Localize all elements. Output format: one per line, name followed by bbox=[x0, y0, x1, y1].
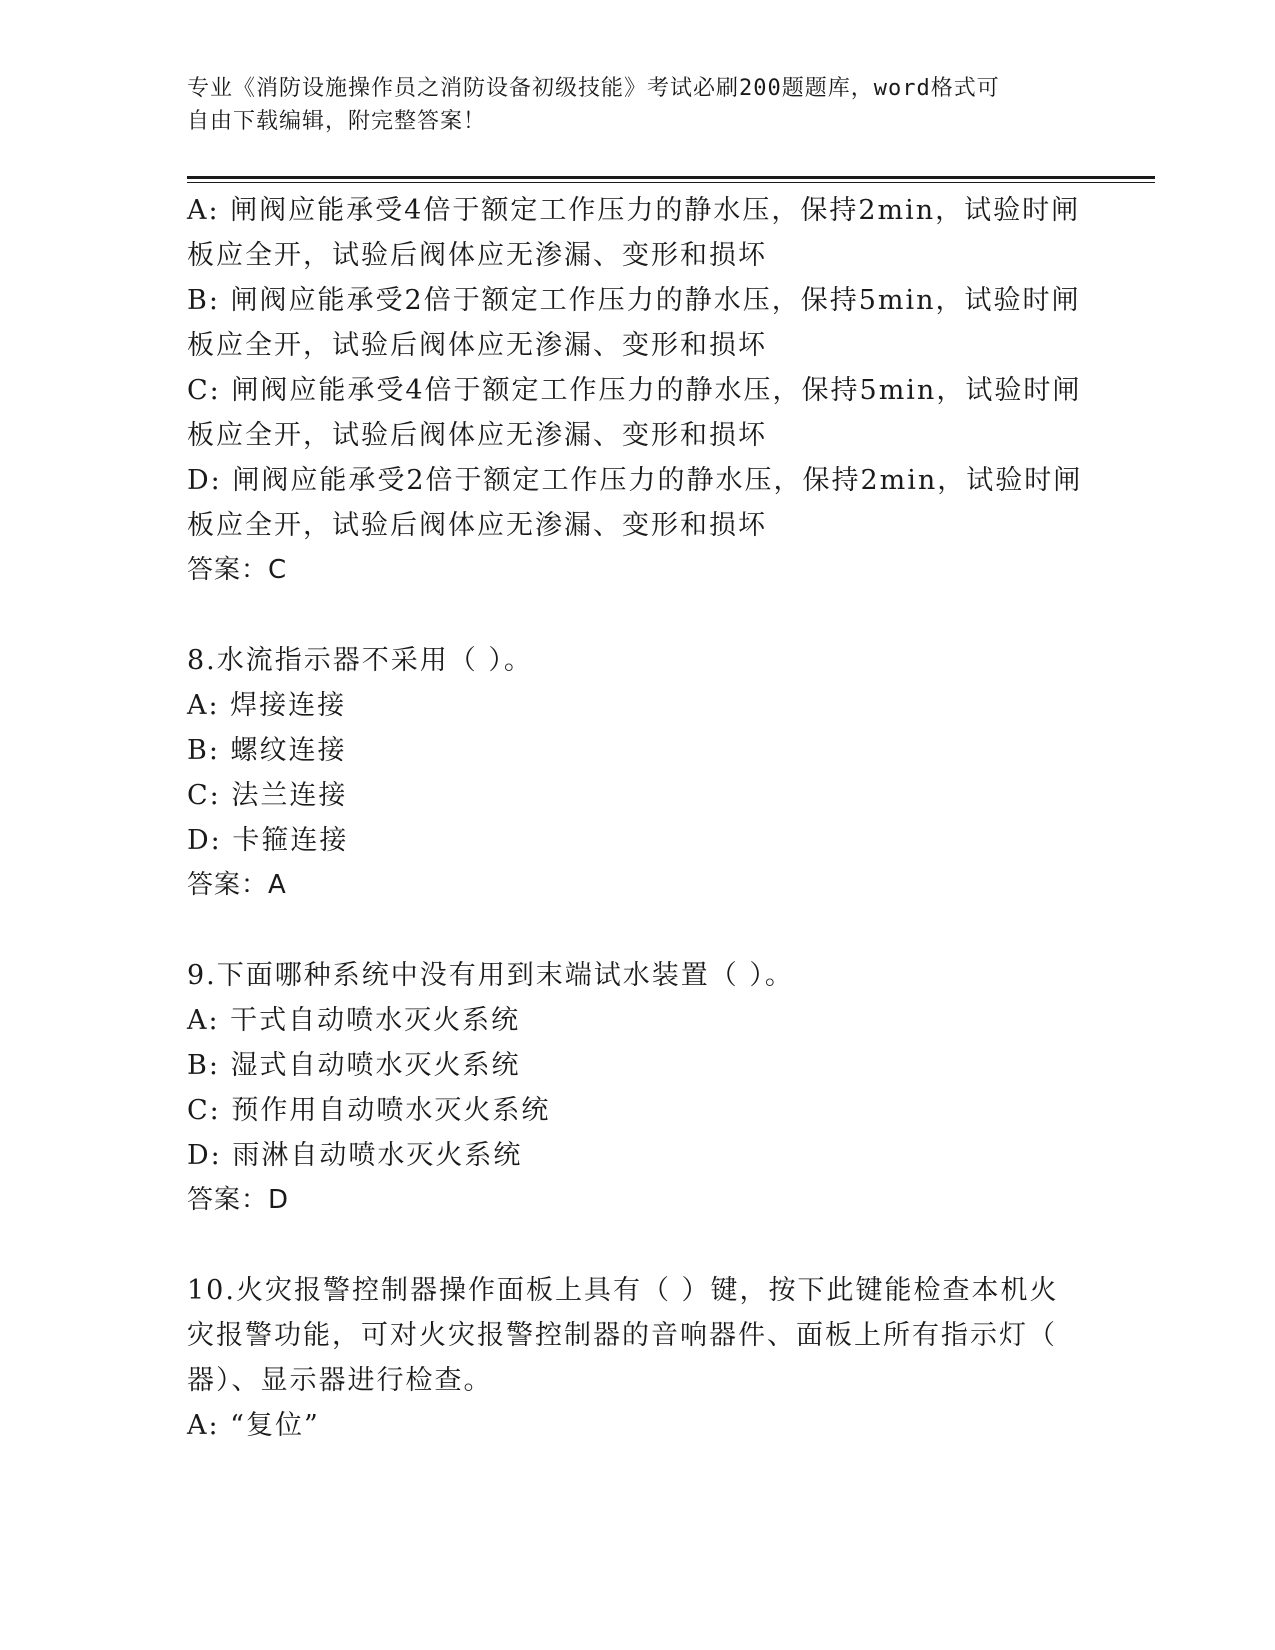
q8-option-a: A: 焊接连接 bbox=[187, 690, 347, 721]
q9-option-a: A: 干式自动喷水灭火系统 bbox=[187, 1005, 521, 1036]
header-divider-thin bbox=[187, 182, 1155, 183]
q7-option-c-line-1: C: 闸阀应能承受4倍于额定工作压力的静水压，保持5min，试验时闸 bbox=[187, 375, 1082, 406]
q7-option-b-line-1: B: 闸阀应能承受2倍于额定工作压力的静水压，保持5min，试验时闸 bbox=[187, 285, 1081, 316]
header-divider-thick bbox=[187, 176, 1155, 179]
header-title-line-1: 专业《消防设施操作员之消防设备初级技能》考试必刷200题题库，word格式可 bbox=[187, 76, 1000, 101]
question-list bbox=[187, 188, 1087, 1448]
q10-question-line-1: 10.火灾报警控制器操作面板上具有（ ）键，按下此键能检查本机火 bbox=[187, 1275, 1059, 1306]
document-header bbox=[187, 72, 1087, 138]
spacer bbox=[187, 1223, 1087, 1268]
q9-option-c: C: 预作用自动喷水灭火系统 bbox=[187, 1095, 551, 1126]
q9-option-d: D: 雨淋自动喷水灭火系统 bbox=[187, 1140, 523, 1171]
q8-question: 8.水流指示器不采用（ ）。 bbox=[187, 645, 533, 676]
header-title-line-2: 自由下载编辑，附完整答案！ bbox=[187, 109, 487, 134]
q10-question-line-3: 器）、显示器进行检查。 bbox=[187, 1365, 493, 1396]
q9-question: 9.下面哪种系统中没有用到末端试水装置（ ）。 bbox=[187, 960, 794, 991]
q8-option-b: B: 螺纹连接 bbox=[187, 735, 347, 766]
q7-option-a-line-1: A: 闸阀应能承受4倍于额定工作压力的静水压，保持2min，试验时闸 bbox=[187, 195, 1081, 226]
q7-option-d-line-1: D: 闸阀应能承受2倍于额定工作压力的静水压，保持2min，试验时闸 bbox=[187, 465, 1083, 496]
q7-option-c-line-2: 板应全开，试验后阀体应无渗漏、变形和损坏 bbox=[187, 420, 767, 451]
question-7-block bbox=[187, 188, 1087, 593]
q7-option-d-line-2: 板应全开，试验后阀体应无渗漏、变形和损坏 bbox=[187, 510, 767, 541]
q7-answer: 答案：C bbox=[187, 555, 288, 585]
q9-option-b: B: 湿式自动喷水灭火系统 bbox=[187, 1050, 521, 1081]
q7-option-b-line-2: 板应全开，试验后阀体应无渗漏、变形和损坏 bbox=[187, 330, 767, 361]
question-8-block bbox=[187, 638, 1087, 908]
question-10-block bbox=[187, 1268, 1087, 1448]
q10-question-line-2: 灾报警功能，可对火灾报警控制器的音响器件、面板上所有指示灯（ bbox=[187, 1320, 1057, 1351]
spacer bbox=[187, 908, 1087, 953]
q8-option-c: C: 法兰连接 bbox=[187, 780, 348, 811]
spacer bbox=[187, 593, 1087, 638]
q9-answer: 答案：D bbox=[187, 1185, 290, 1215]
q10-option-a: A: “复位” bbox=[187, 1410, 320, 1441]
q8-option-d: D: 卡箍连接 bbox=[187, 825, 349, 856]
q7-option-a-line-2: 板应全开，试验后阀体应无渗漏、变形和损坏 bbox=[187, 240, 767, 271]
q8-answer: 答案：A bbox=[187, 870, 287, 900]
question-9-block bbox=[187, 953, 1087, 1223]
